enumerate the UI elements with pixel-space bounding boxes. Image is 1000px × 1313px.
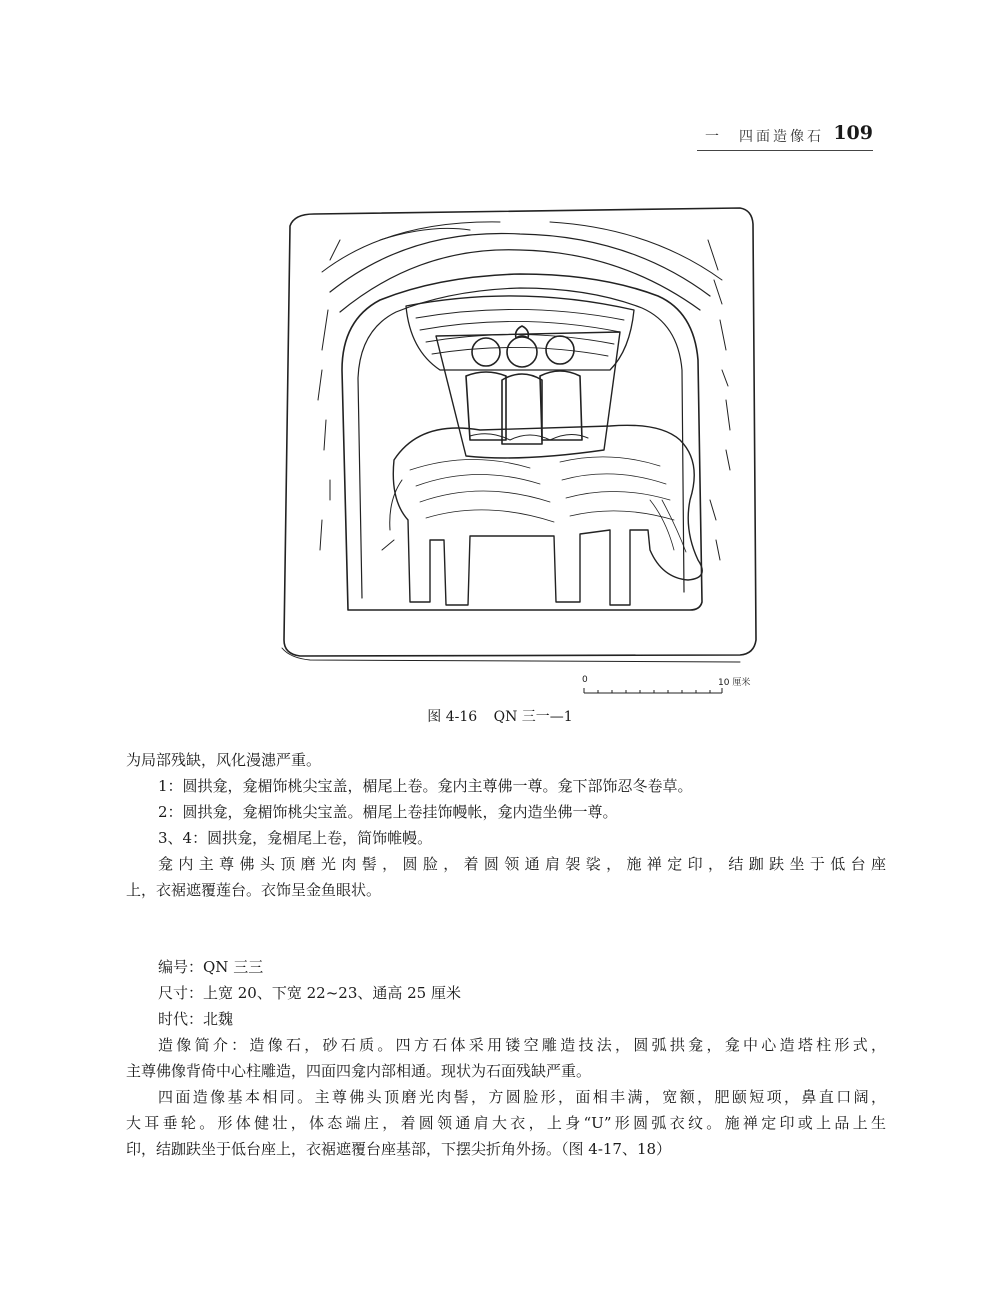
paragraph-line: 龛内主尊佛头顶磨光肉髻，圆脸，着圆领通肩袈裟，施禅定印，结跏趺坐于低台座 xyxy=(158,855,886,873)
figure-number: 图 4-16 xyxy=(427,709,478,725)
paragraph-line: 造像简介：造像石，砂石质。四方石体采用镂空雕造技法，圆弧拱龛，龛中心造塔柱形式， xyxy=(158,1036,886,1054)
running-header xyxy=(697,122,873,151)
paragraph-line: 上，衣裾遮覆莲台。衣饰呈金鱼眼状。 xyxy=(126,881,382,899)
page-number: 109 xyxy=(833,122,873,144)
scale-end-label: 10 厘米 xyxy=(718,678,751,688)
paragraph-line: 主尊佛像背倚中心柱雕造，四面四龛内部相通。现状为石面残缺严重。 xyxy=(126,1062,592,1080)
scale-zero-label: 0 xyxy=(582,675,588,685)
paragraph-line: 3、4：圆拱龛，龛楣尾上卷，简饰帷幔。 xyxy=(158,829,433,847)
entry-size: 尺寸：上宽 20、下宽 22~23、通高 25 厘米 xyxy=(158,984,461,1002)
paragraph-line: 印，结跏趺坐于低台座上，衣裾遮覆台座基部，下摆尖折角外扬。（图 4-17、18） xyxy=(126,1140,672,1158)
paragraph-line: 四面造像基本相同。主尊佛头顶磨光肉髻，方圆脸形，面相丰满，宽额，肥颐短项，鼻直口阔， xyxy=(158,1088,886,1106)
paragraph-line: 1：圆拱龛，龛楣饰桃尖宝盖，楣尾上卷。龛内主尊佛一尊。龛下部饰忍冬卷草。 xyxy=(158,777,693,795)
paragraph-line: 大耳垂轮。形体健壮，体态端庄，着圆领通肩大衣，上身“U”形圆弧衣纹。施禅定印或上品上生 xyxy=(126,1114,886,1132)
body-text-lower xyxy=(126,954,886,1162)
paragraph-line: 为局部残缺，风化漫漶严重。 xyxy=(126,751,322,769)
body-text-upper xyxy=(126,747,886,903)
figure-caption xyxy=(0,706,1000,726)
entry-era: 时代：北魏 xyxy=(158,1010,234,1028)
paragraph-line: 2：圆拱龛，龛楣饰桃尖宝盖。楣尾上卷挂饰幔帐，龛内造坐佛一尊。 xyxy=(158,803,618,821)
entry-number: 编号：QN 三三 xyxy=(158,958,264,976)
scale-ruler xyxy=(582,686,732,700)
section-title: 一 四面造像石 xyxy=(705,129,824,145)
stone-drawing-figure xyxy=(270,200,770,670)
figure-title: QN 三一—1 xyxy=(493,709,573,725)
stone-line-drawing xyxy=(270,200,770,670)
scale-bar xyxy=(578,675,758,702)
